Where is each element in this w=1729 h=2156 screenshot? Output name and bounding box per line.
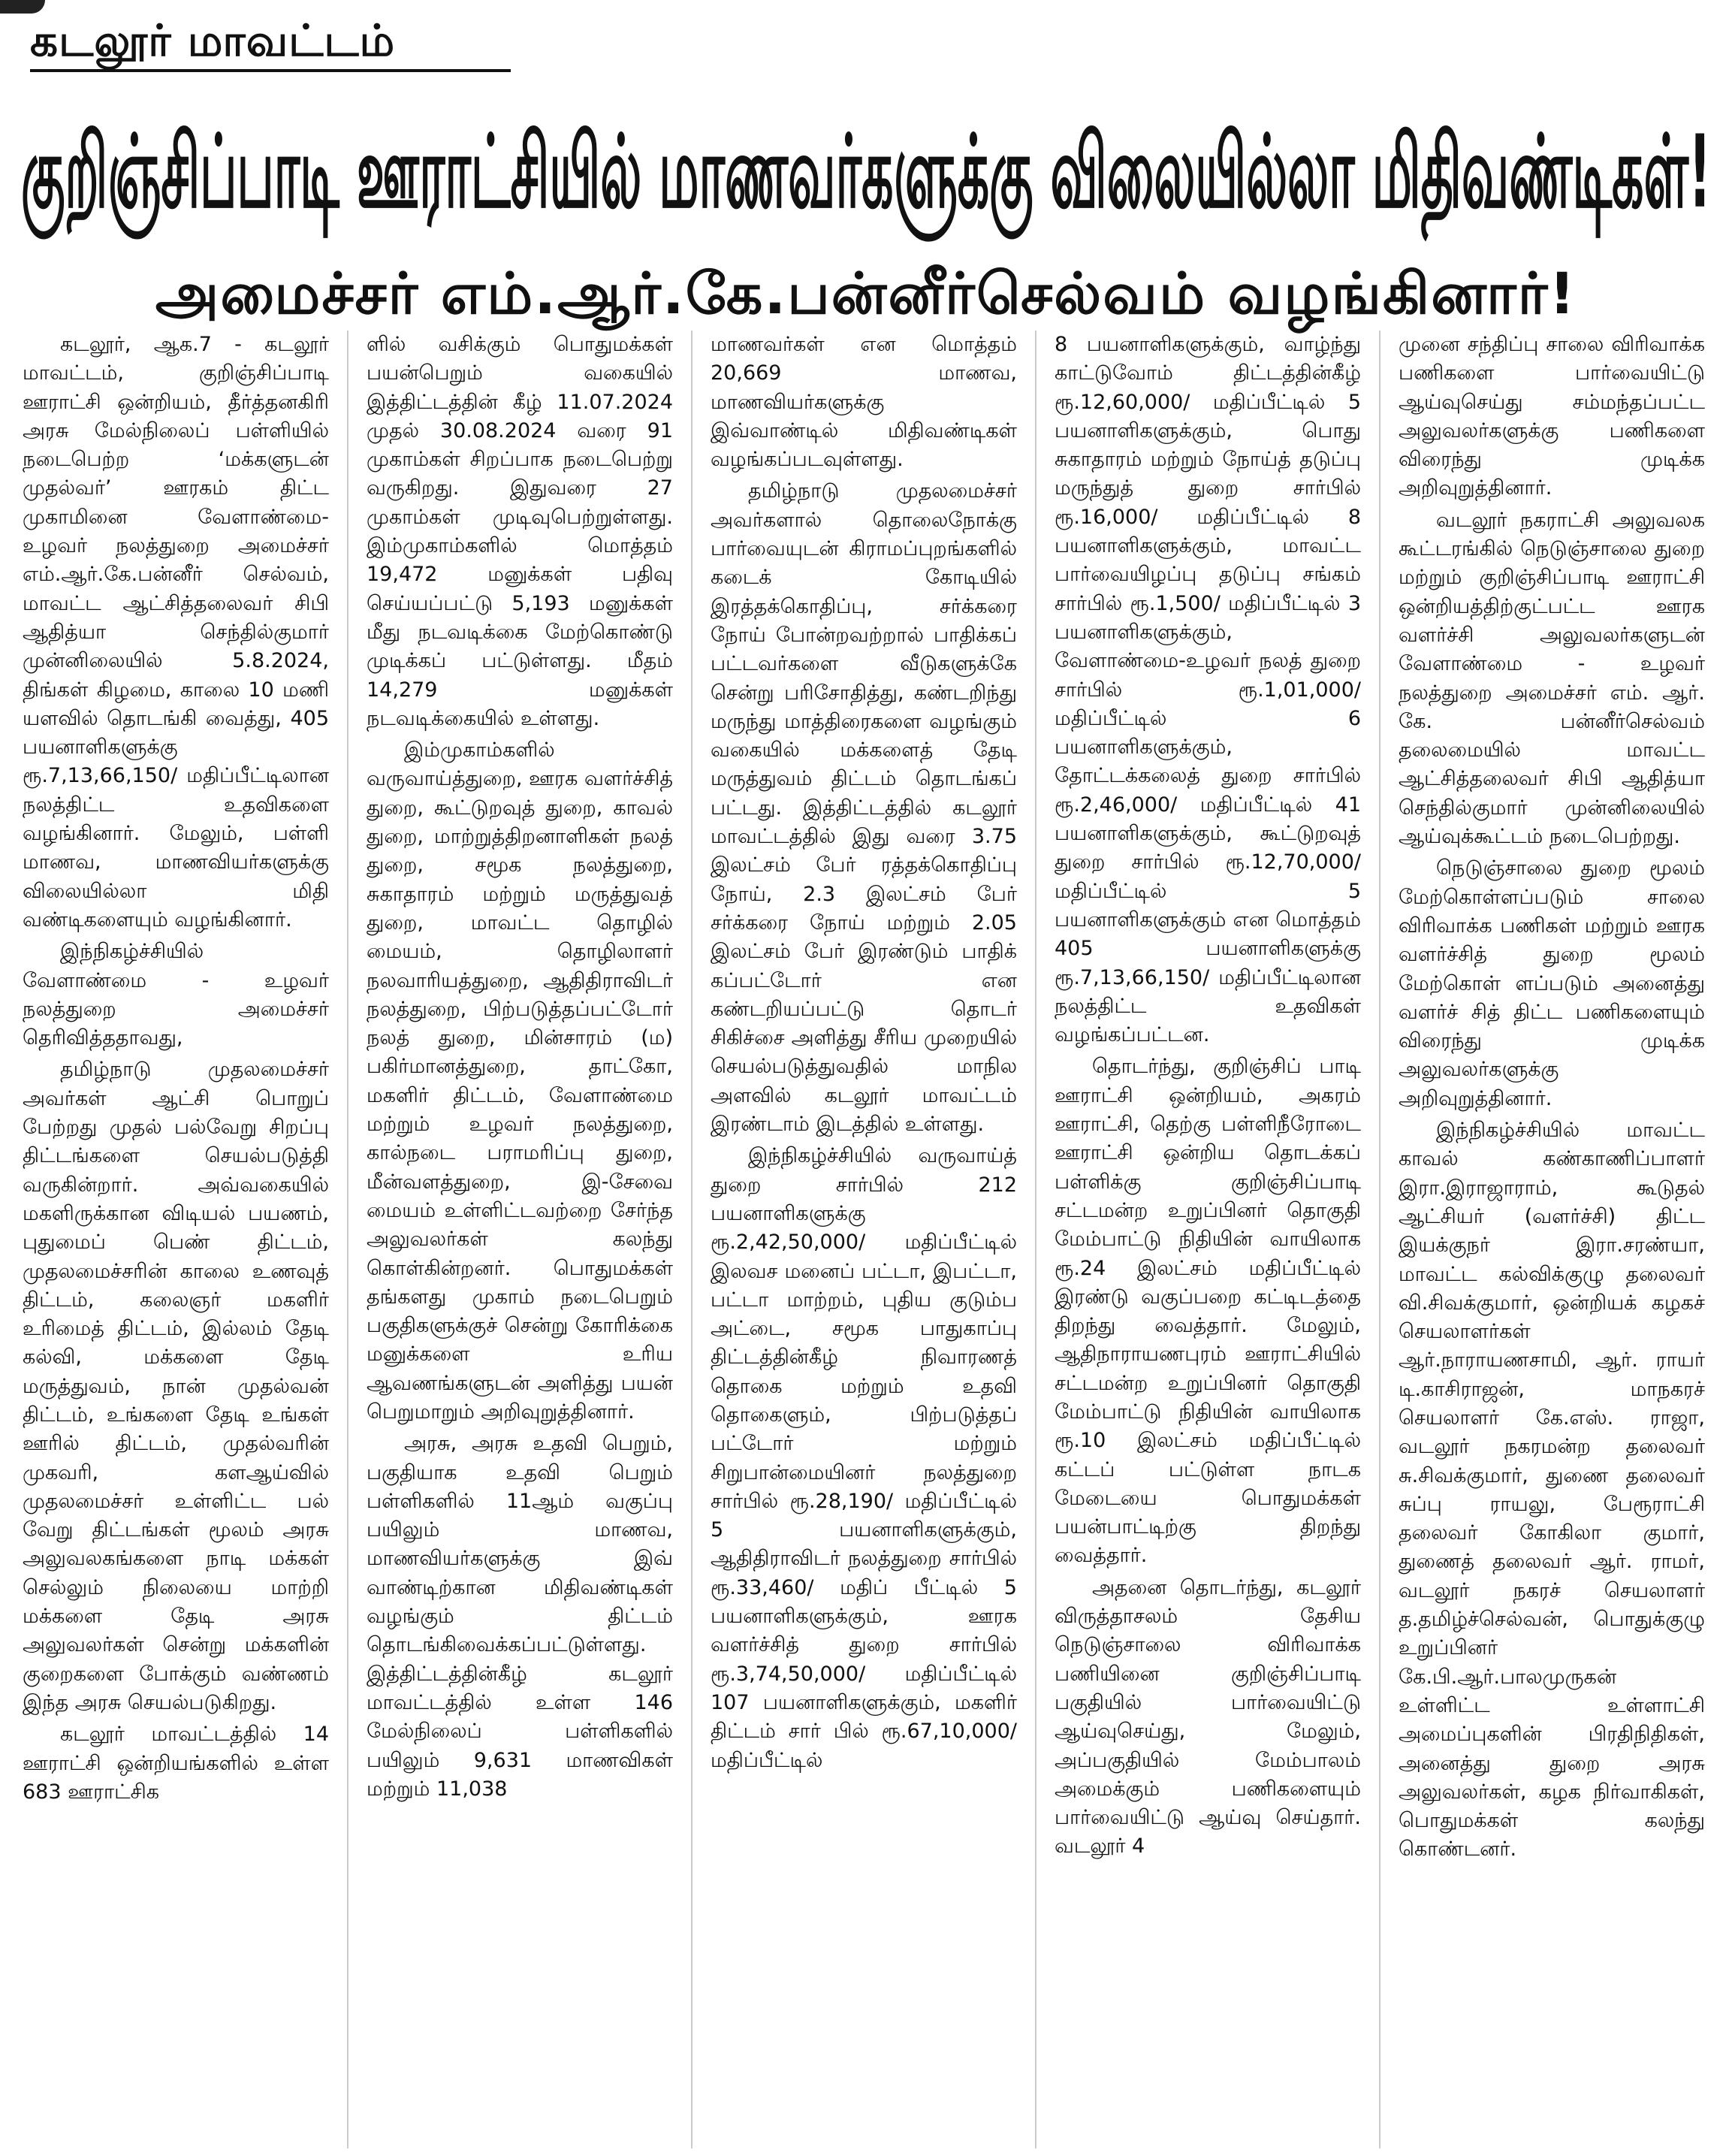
article-column-1 [23,331,329,2148]
article-column-5 [1399,331,1705,2148]
column-divider [347,331,349,2148]
article-paragraph: வடலூர் நகராட்சி அலுவலக கூட்டரங்கில் நெடுஞ்சாலை துறை மற்றும் குறிஞ்சிப்பாடி ஊராட்சி ஒன்றியத்திற்குட்பட்ட ஊரக வளர்ச்சி அலுவலர்களுடன் வேளாண்மை - உழவர் நலத்துறை அமைச்சர் எம். ஆர். கே. பன்னீர்செல்வம் தலைமையில் மாவட்ட ஆட்சித்தலைவர் சிபி ஆதித்யா செந்தில்குமார் முன்னிலையில் ஆய்வுக்கூட்டம் நடைபெற்றது. [1399,508,1705,849]
subheadline: அமைச்சர் எம்.ஆர்.கே.பன்னீர்செல்வம் வழங்கினார்! [155,260,1577,327]
article-paragraph: 8 பயனாளிகளுக்கும், வாழ்ந்து காட்டுவோம் திட்டத்தின்கீழ் ரூ.12,60,000/ மதிப்பீட்டில் 5 பயனாளிகளுக்கும், பொது சுகாதாரம் மற்றும் நோய்த் தடுப்பு மருந்துத் துறை சார்பில் ரூ.16,000/ மதிப்பீட்டில் 8 பயனாளிகளுக்கும், மாவட்ட பார்வையிழப்பு தடுப்பு சங்கம் சார்பில் ரூ.1,500/ மதிப்பீட்டில் 3 பயனாளிகளுக்கும், வேளாண்மை-உழவர் நலத் துறை சார்பில் ரூ.1,01,000/ மதிப்பீட்டில் 6 பயனாளிகளுக்கும், தோட்டக்கலைத் துறை சார்பில் ரூ.2,46,000/ மதிப்பீட்டில் 41 பயனாளிகளுக்கும், கூட்டுறவுத் துறை சார்பில் ரூ.12,70,000/ மதிப்பீட்டில் 5 பயனாளிகளுக்கும் என மொத்தம் 405 பயனாளிகளுக்கு ரூ.7,13,66,150/ மதிப்பீட்டிலான நலத்திட்ட உதவிகள் வழங்கப்பட்டன. [1055,333,1361,1047]
article-paragraph: இந்நிகழ்ச்சியில் வேளாண்மை - உழவர் நலத்துறை அமைச்சர் தெரிவித்ததாவது, [23,940,329,1050]
article-column-2 [367,331,673,2148]
article-paragraph: கடலூர் மாவட்டத்தில் 14 ஊராட்சி ஒன்றியங்களில் உள்ள 683 ஊராட்சிக [23,1723,329,1804]
article-paragraph: தமிழ்நாடு முதலமைச்சர் அவர்களால் தொலைநோக்கு பார்வையுடன் கிராமப்புறங்களில் கடைக் கோடியில் இரத்தக்கொதிப்பு, சர்க்கரை நோய் போன்றவற்றால் பாதிக்கப் பட்டவர்களை வீடுகளுக்கே சென்று பரிசோதித்து, கண்டறிந்து மருந்து மாத்திரைகளை வழங்கும் வகையில் மக்களைத் தேடி மருத்துவம் திட்டம் தொடங்கப் பட்டது. இத்திட்டத்தில் கடலூர் மாவட்டத்தில் இது வரை 3.75 இலட்சம் பேர் ரத்தக்கொதிப்பு நோய், 2.3 இலட்சம் பேர் சர்க்கரை நோய் மற்றும் 2.05 இலட்சம் பேர் இரண்டும் பாதிக் கப்பட்டோர் என கண்டறியப்பட்டு தொடர் சிகிச்சை அளித்து சீரிய முறையில் செயல்படுத்துவதில் மாநில அளவில் கடலூர் மாவட்டம் இரண்டாம் இடத்தில் உள்ளது. [711,479,1017,1137]
article-paragraph: கடலூர், ஆக.7 - கடலூர் மாவட்டம், குறிஞ்சிப்பாடி ஊராட்சி ஒன்றியம், தீர்த்தனகிரி அரசு மேல்நிலைப் பள்ளியில் நடைபெற்ற ‘மக்களுடன் முதல்வர்’ ஊரகம் திட்ட முகாமினை வேளாண்மை-உழவர் நலத்துறை அமைச்சர் எம்.ஆர்.கே.பன்னீர் செல்வம், மாவட்ட ஆட்சித்தலைவர் சிபி ஆதித்யா செந்தில்குமார் முன்னிலையில் 5.8.2024, திங்கள் கிழமை, காலை 10 மணி யளவில் தொடங்கி வைத்து, 405 பயனாளிகளுக்கு ரூ.7,13,66,150/ மதிப்பீட்டிலான நலத்திட்ட உதவிகளை வழங்கினார். மேலும், பள்ளி மாணவ, மாணவியர்களுக்கு விலையில்லா மிதி வண்டிகளையும் வழங்கினார். [23,333,329,932]
article-paragraph: இந்நிகழ்ச்சியில் வருவாய்த் துறை சார்பில் 212 பயனாளிகளுக்கு ரூ.2,42,50,000/ மதிப்பீட்டில் இலவச மனைப் பட்டா, இபட்டா, பட்டா மாற்றம், புதிய குடும்ப அட்டை, சமூக பாதுகாப்பு திட்டத்தின்கீழ் நிவாரணத் தொகை மற்றும் உதவி தொகைளும், பிற்படுத்தப் பட்டோர் மற்றும் சிறுபான்மையினர் நலத்துறை சார்பில் ரூ.28,190/ மதிப்பீட்டில் 5 பயனாளிகளுக்கும், ஆதிதிராவிடர் நலத்துறை சார்பில் ரூ.33,460/ மதிப் பீட்டில் 5 பயனாளிகளுக்கும், ஊரக வளர்ச்சித் துறை சார்பில் ரூ.3,74,50,000/ மதிப்பீட்டில் 107 பயனாளிகளுக்கும், மகளிர் திட்டம் சார் பில் ரூ.67,10,000/ மதிப்பீட்டில் [711,1144,1017,1772]
headline: குறிஞ்சிப்பாடி ஊராட்சியில் மாணவர்களுக்கு விலையில்லா மிதிவண்டிகள்! [21,113,1712,231]
article-paragraph: ளில் வசிக்கும் பொதுமக்கள் பயன்பெறும் வகையில் இத்திட்டத்தின் கீழ் 11.07.2024 முதல் 30.08.2024 வரை 91 முகாம்கள் சிறப்பாக நடைபெற்று வருகிறது. இதுவரை 27 முகாம்கள் முடிவுபெற்றுள்ளது. இம்முகாம்களில் மொத்தம் 19,472 மனுக்கள் பதிவு செய்யப்பட்டு 5,193 மனுக்கள் மீது நடவடிக்கை மேற்கொண்டு முடிக்கப் பட்டுள்ளது. மீதம் 14,279 மனுக்கள் நடவடிக்கையில் உள்ளது. [367,333,673,730]
article-body [23,331,1705,2148]
section-underline [30,69,511,72]
section-label: கடலூர் மாவட்டம் [30,15,396,66]
column-divider [1035,331,1036,2148]
article-paragraph: முனை சந்திப்பு சாலை விரிவாக்க பணிகளை பார்வையிட்டு ஆய்வுசெய்து சம்மந்தப்பட்ட அலுவலர்களுக்கு பணிகளை விரைந்து முடிக்க அறிவுறுத்தினார். [1399,333,1705,500]
article-paragraph: இம்முகாம்களில் வருவாய்த்துறை, ஊரக வளர்ச்சித் துறை, கூட்டுறவுத் துறை, காவல் துறை, மாற்றுத்திறனாளிகள் நலத் துறை, சமூக நலத்துறை, சுகாதாரம் மற்றும் மருத்துவத் துறை, மாவட்ட தொழில் மையம், தொழிலாளர் நலவாரியத்துறை, ஆதிதிராவிடர் நலத்துறை, பிற்படுத்தப்பட்டோர் நலத் துறை, மின்சாரம் (ம) பகிர்மானத்துறை, தாட்கோ, மகளிர் திட்டம், வேளாண்மை மற்றும் உழவர் நலத்துறை, கால்நடை பராமரிப்பு துறை, மீன்வளத்துறை, இ-சேவை மையம் உள்ளிட்டவற்றை சேர்ந்த அலுவலர்கள் கலந்து கொள்கின்றனர். பொதுமக்கள் தங்களது முகாம் நடைபெறும் பகுதிகளுக்குச் சென்று கோரிக்கை மனுக்களை உரிய ஆவணங்களுடன் அளித்து பயன் பெறுமாறும் அறிவுறுத்தினார். [367,738,673,1424]
article-paragraph: நெடுஞ்சாலை துறை மூலம் மேற்கொள்ளப்படும் சாலை விரிவாக்க பணிகள் மற்றும் ஊரக வளர்ச்சித் துறை மூலம் மேற்கொள் ளப்படும் அனைத்து வளர்ச் சித் திட்ட பணிகளையும் விரைந்து முடிக்க அலுவலர்களுக்கு அறிவுறுத்தினார். [1399,856,1705,1110]
article-paragraph: தொடர்ந்து, குறிஞ்சிப் பாடி ஊராட்சி ஒன்றியம், அகரம் ஊராட்சி, தெற்கு பள்ளிநீரோடை ஊராட்சி ஒன்றிய தொடக்கப் பள்ளிக்கு குறிஞ்சிப்பாடி சட்டமன்ற உறுப்பினர் தொகுதி மேம்பாட்டு நிதியின் வாயிலாக ரூ.24 இலட்சம் மதிப்பீட்டில் இரண்டு வகுப்பறை கட்டிடத்தை திறந்து வைத்தார். மேலும், ஆதிநாராயணபுரம் ஊராட்சியில் சட்டமன்ற உறுப்பினர் தொகுதி மேம்பாட்டு நிதியின் வாயிலாக ரூ.10 இலட்சம் மதிப்பீட்டில் கட்டப் பட்டுள்ள நாடக மேடையை பொதுமக்கள் பயன்பாட்டிற்கு திறந்து வைத்தார். [1055,1055,1361,1568]
article-column-3 [711,331,1017,2148]
column-divider [1379,331,1380,2148]
article-paragraph: அரசு, அரசு உதவி பெறும், பகுதியாக உதவி பெறும் பள்ளிகளில் 11ஆம் வகுப்பு பயிலும் மாணவ, மாணவியர்களுக்கு இவ் வாண்டிற்கான மிதிவண்டிகள் வழங்கும் திட்டம் தொடங்கிவைக்கப்பட்டுள்ளது. இத்திட்டத்தின்கீழ் கடலூர் மாவட்டத்தில் உள்ள 146 மேல்நிலைப் பள்ளிகளில் பயிலும் 9,631 மாணவிகள் மற்றும் 11,038 [367,1432,673,1801]
article-paragraph: தமிழ்நாடு முதலமைச்சர் அவர்கள் ஆட்சி பொறுப் பேற்றது முதல் பல்வேறு சிறப்பு திட்டங்களை செயல்படுத்தி வருகின்றார். அவ்வகையில் மகளிருக்கான விடியல் பயணம், புதுமைப் பெண் திட்டம், முதலமைச்சரின் காலை உணவுத் திட்டம், கலைஞர் மகளிர் உரிமைத் திட்டம், இல்லம் தேடி கல்வி, மக்களை தேடி மருத்துவம், நான் முதல்வன் திட்டம், உங்களை தேடி உங்கள் ஊரில் திட்டம், முதல்வரின் முகவரி, களஆய்வில் முதலமைச்சர் உள்ளிட்ட பல் வேறு திட்டங்கள் மூலம் அரசு அலுவலகங்களை நாடி மக்கள் செல்லும் நிலையை மாற்றி மக்களை தேடி அரசு அலுவலர்கள் சென்று மக்களின் குறைகளை போக்கும் வண்ணம் இந்த அரசு செயல்படுகிறது. [23,1058,329,1714]
article-paragraph: மாணவர்கள் என மொத்தம் 20,669 மாணவ, மாணவியர்களுக்கு இவ்வாண்டில் மிதிவண்டிகள் வழங்கப்படவுள்ளது. [711,333,1017,472]
article-paragraph: அதனை தொடர்ந்து, கடலூர் விருத்தாசலம் தேசிய நெடுஞ்சாலை விரிவாக்க பணியினை குறிஞ்சிப்பாடி பகுதியில் பார்வையிட்டு ஆய்வுசெய்து, மேலும், அப்பகுதியில் மேம்பாலம் அமைக்கும் பணிகளையும் பார்வையிட்டு ஆய்வு செய்தார். வடலூர் 4 [1055,1575,1361,1859]
column-divider [691,331,693,2148]
article-column-4 [1055,331,1361,2148]
article-paragraph: இந்நிகழ்ச்சியில் மாவட்ட காவல் கண்காணிப்பாளர் இரா.இராஜாராம், கூடுதல் ஆட்சியர் (வளர்ச்சி) திட்ட இயக்குநர் இரா.சரண்யா, மாவட்ட கல்விக்குழு தலைவர் வி.சிவக்குமார், ஒன்றியக் கழகச் செயலாளர்கள் ஆர்.நாராயணசாமி, ஆர். ராயர் டி.காசிராஜன், மாநகரச் செயலாளர் கே.எஸ். ராஜா, வடலூர் நகரமன்ற தலைவர் சு.சிவக்குமார், துணை தலைவர் சுப்பு ராயலு, பேரூராட்சி தலைவர் கோகிலா குமார், துணைத் தலைவர் ஆர். ராமர், வடலூர் நகரச் செயலாளர் த.தமிழ்ச்செல்வன், பொதுக்குழு உறுப்பினர் கே.பி.ஆர்.பாலமுருகன் உள்ளிட்ட உள்ளாட்சி அமைப்புகளின் பிரதிநிதிகள், அனைத்து துறை அரசு அலுவலர்கள், கழக நிர்வாகிகள், பொதுமக்கள் கலந்து கொண்டனர். [1399,1119,1705,1862]
